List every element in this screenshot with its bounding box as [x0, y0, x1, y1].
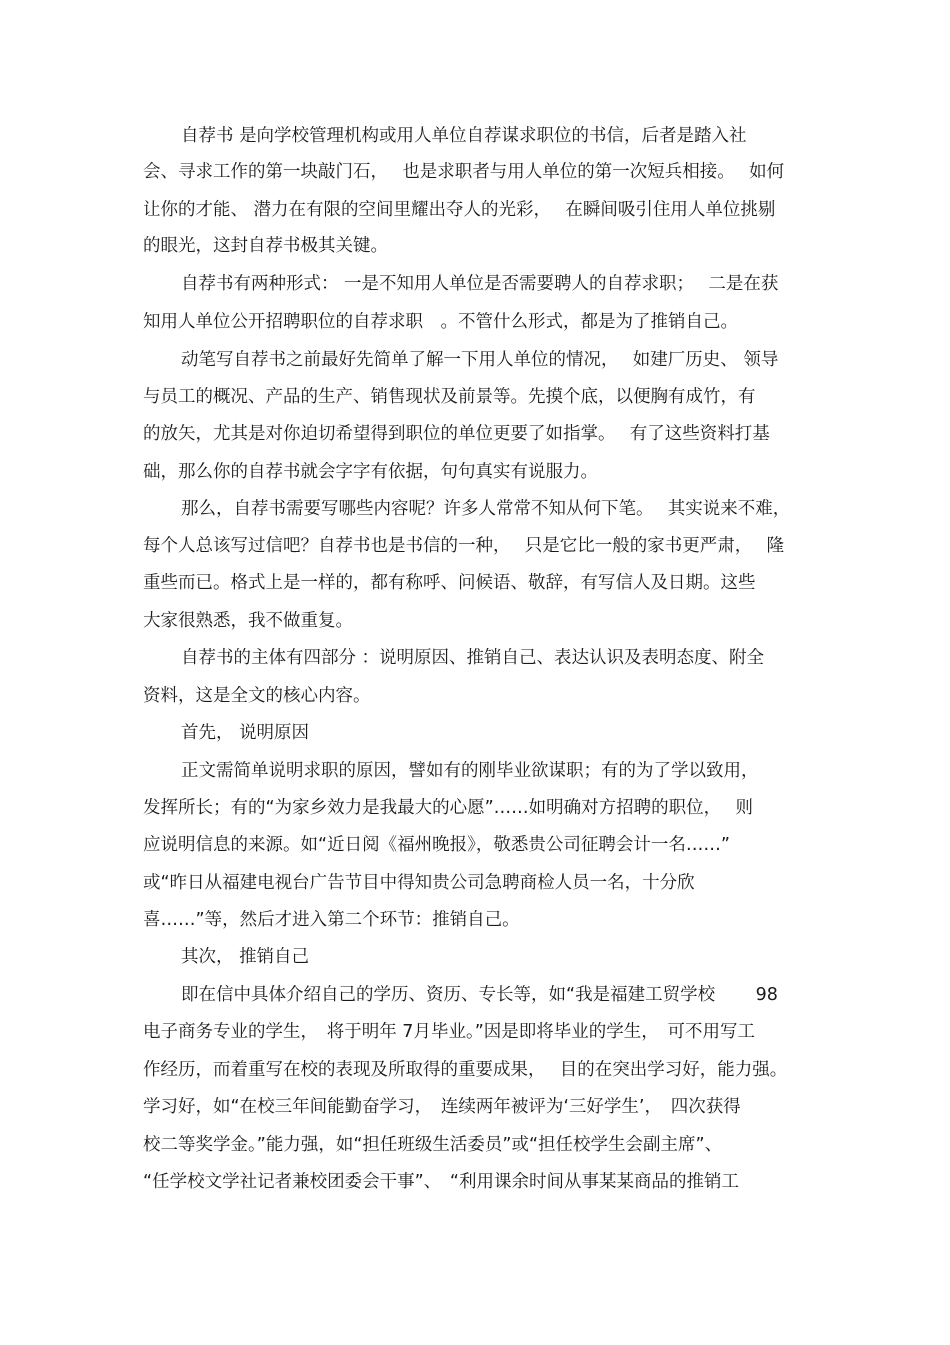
- text-line: 资料，这是全文的核心内容。: [143, 686, 371, 706]
- text-line: 电子商务专业的学生， 将于明年 7月毕业。”因是即将毕业的学生， 可不用写工: [143, 1022, 756, 1042]
- text-line: 重些而已。格式上是一样的，都有称呼、问候语、敬辞，有写信人及日期。这些: [143, 573, 756, 593]
- text-line: 喜……”等，然后才进入第二个环节：推销自己。: [143, 910, 520, 930]
- text-line: 正文需简单说明求职的原因，譬如有的刚毕业欲谋职；有的为了学以致用，: [181, 761, 759, 781]
- text-line: 自荐书有两种形式： 一是不知用人单位是否需要聘人的自荐求职； 二是在获: [181, 274, 779, 294]
- text-line: 大家很熟悉，我不做重复。: [143, 611, 353, 631]
- text-line: 每个人总该写过信吧？自荐书也是书信的一种， 只是它比一般的家书更严肃， 隆: [143, 536, 785, 556]
- text-line: 的眼光，这封自荐书极其关键。: [143, 236, 388, 256]
- text-line: 与员工的概况、产品的生产、销售现状及前景等。先摸个底，以便胸有成竹，有: [143, 387, 756, 407]
- section-heading: 其次， 推销自己: [181, 947, 310, 967]
- text-line: 让你的才能、 潜力在有限的空间里耀出夺人的光彩， 在瞬间吸引住用人单位挑剔: [143, 200, 776, 220]
- text-line: 自荐书的主体有四部分 ：说明原因、推销自己、表达认识及表明态度、附全: [181, 648, 765, 668]
- text-line: 发挥所长；有的“为家乡效力是我最大的心愿”……如明确对方招聘的职位， 则: [143, 798, 753, 818]
- text-line: 校二等奖学金。”能力强，如“担任班级生活委员”或“担任校学生会副主席”、: [143, 1135, 723, 1155]
- text-line: 础，那么你的自荐书就会字字有依据，句句真实有说服力。: [143, 462, 598, 482]
- text-line: 那么，自荐书需要写哪些内容呢？许多人常常不知从何下笔。 其实说来不难，: [181, 499, 791, 519]
- text-line: 动笔写自荐书之前最好先简单了解一下用人单位的情况， 如建厂历史、 领导: [181, 350, 779, 370]
- text-line: 应说明信息的来源。如“近日阅《福州晚报》，敬悉贵公司征聘会计一名……”: [143, 835, 730, 855]
- text-line: “任学校文学社记者兼校团委会干事”、 “利用课余时间从事某某商品的推销工: [143, 1172, 739, 1192]
- text-line: 作经历，而着重写在校的表现及所取得的重要成果， 目的在突出学习好，能力强。: [143, 1060, 788, 1080]
- text-line: 学习好，如“在校三年间能勤奋学习， 连续两年被评为‘三好学生’， 四次获得: [143, 1097, 741, 1117]
- text-line: 知用人单位公开招聘职位的自荐求职 。不管什么形式，都是为了推销自己。: [143, 312, 738, 332]
- text-line: 自荐书 是向学校管理机构或用人单位自荐谋求职位的书信，后者是踏入社: [181, 126, 747, 146]
- text-line: 的放矢，尤其是对你迫切希望得到职位的单位更要了如指掌。 有了这些资料打基: [143, 424, 770, 444]
- text-line: 或“昨日从福建电视台广告节目中得知贵公司急聘商检人员一名，十分欣: [143, 873, 695, 893]
- section-heading: 首先， 说明原因: [181, 723, 310, 743]
- text-line: 会、寻求工作的第一块敲门石， 也是求职者与用人单位的第一次短兵相接。 如何: [143, 162, 785, 182]
- text-line: 即在信中具体介绍自己的学历、资历、专长等，如“我是福建工贸学校 98: [181, 985, 778, 1005]
